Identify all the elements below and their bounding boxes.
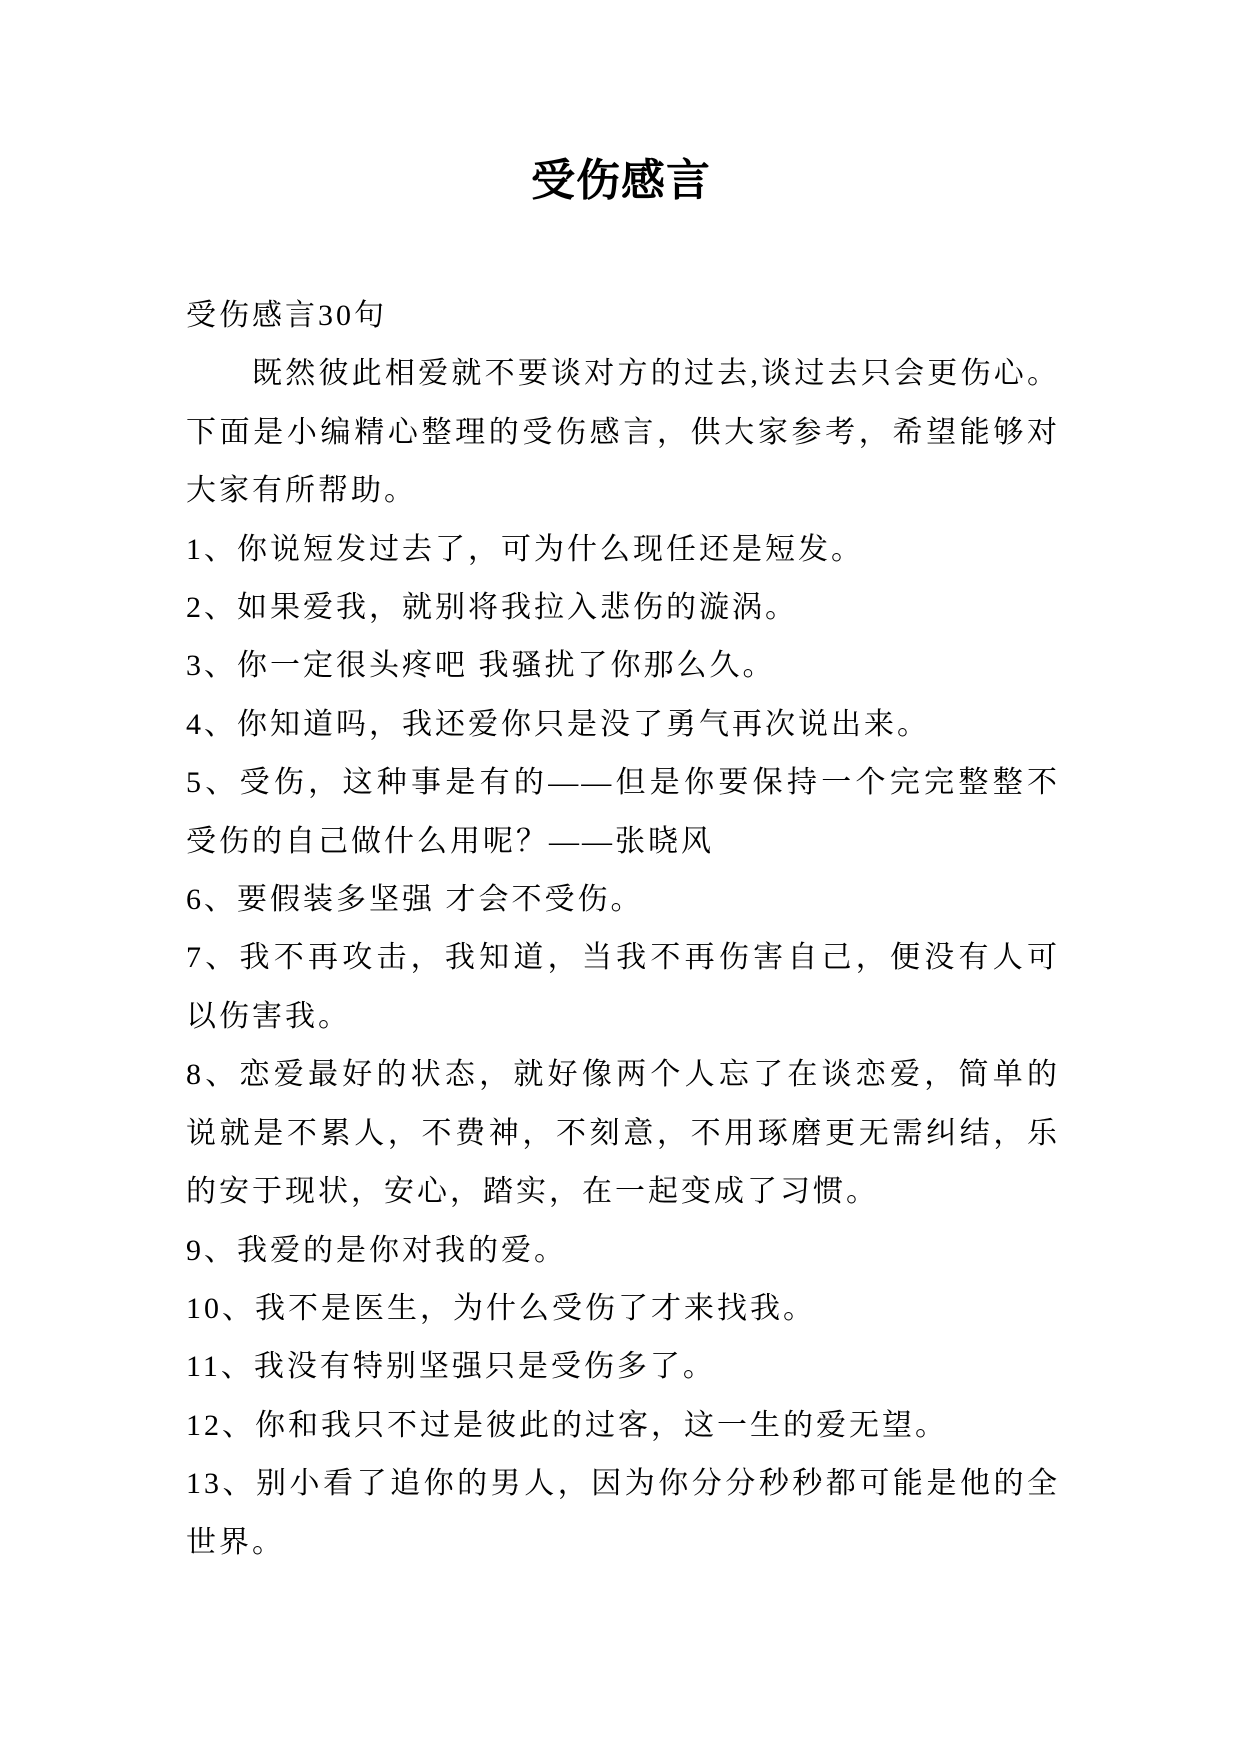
quote-item-2: 2、如果爱我，就别将我拉入悲伤的漩涡。 bbox=[186, 591, 798, 625]
quote-item-6: 6、要假装多坚强 才会不受伤。 bbox=[186, 883, 644, 917]
document-title: 受伤感言 bbox=[531, 156, 711, 205]
quote-item-10: 10、我不是医生，为什么受伤了才来找我。 bbox=[186, 1291, 816, 1325]
quote-item-9: 9、我爱的是你对我的爱。 bbox=[186, 1233, 567, 1267]
quote-item-7: 7、我不再攻击，我知道，当我不再伤害自己，便没有人可以伤害我。 bbox=[186, 941, 1060, 1033]
document-body bbox=[186, 287, 1060, 1572]
intro-paragraph: 既然彼此相爱就不要谈对方的过去,谈过去只会更伤心。下面是小编精心整理的受伤感言，供大家参考，希望能够对大家有所帮助。 bbox=[186, 357, 1060, 508]
quote-item-11: 11、我没有特别坚强只是受伤多了。 bbox=[186, 1350, 716, 1384]
quote-item-12: 12、你和我只不过是彼此的过客，这一生的爱无望。 bbox=[186, 1408, 948, 1442]
quote-item-5: 5、受伤，这种事是有的——但是你要保持一个完完整整不受伤的自己做什么用呢？——张晓风 bbox=[186, 766, 1060, 858]
document-subtitle: 受伤感言30句 bbox=[186, 299, 387, 332]
quote-item-8: 8、恋爱最好的状态，就好像两个人忘了在谈恋爱，简单的说就是不累人，不费神，不刻意，不用琢磨更无需纠结，乐的安于现状，安心，踏实，在一起变成了习惯。 bbox=[186, 1058, 1060, 1209]
quote-item-3: 3、你一定很头疼吧 我骚扰了你那么久。 bbox=[186, 649, 776, 683]
quote-item-4: 4、你知道吗，我还爱你只是没了勇气再次说出来。 bbox=[186, 707, 930, 741]
quote-item-13: 13、别小看了追你的男人，因为你分分秒秒都可能是他的全世界。 bbox=[186, 1467, 1060, 1559]
quote-item-1: 1、你说短发过去了，可为什么现任还是短发。 bbox=[186, 532, 864, 566]
